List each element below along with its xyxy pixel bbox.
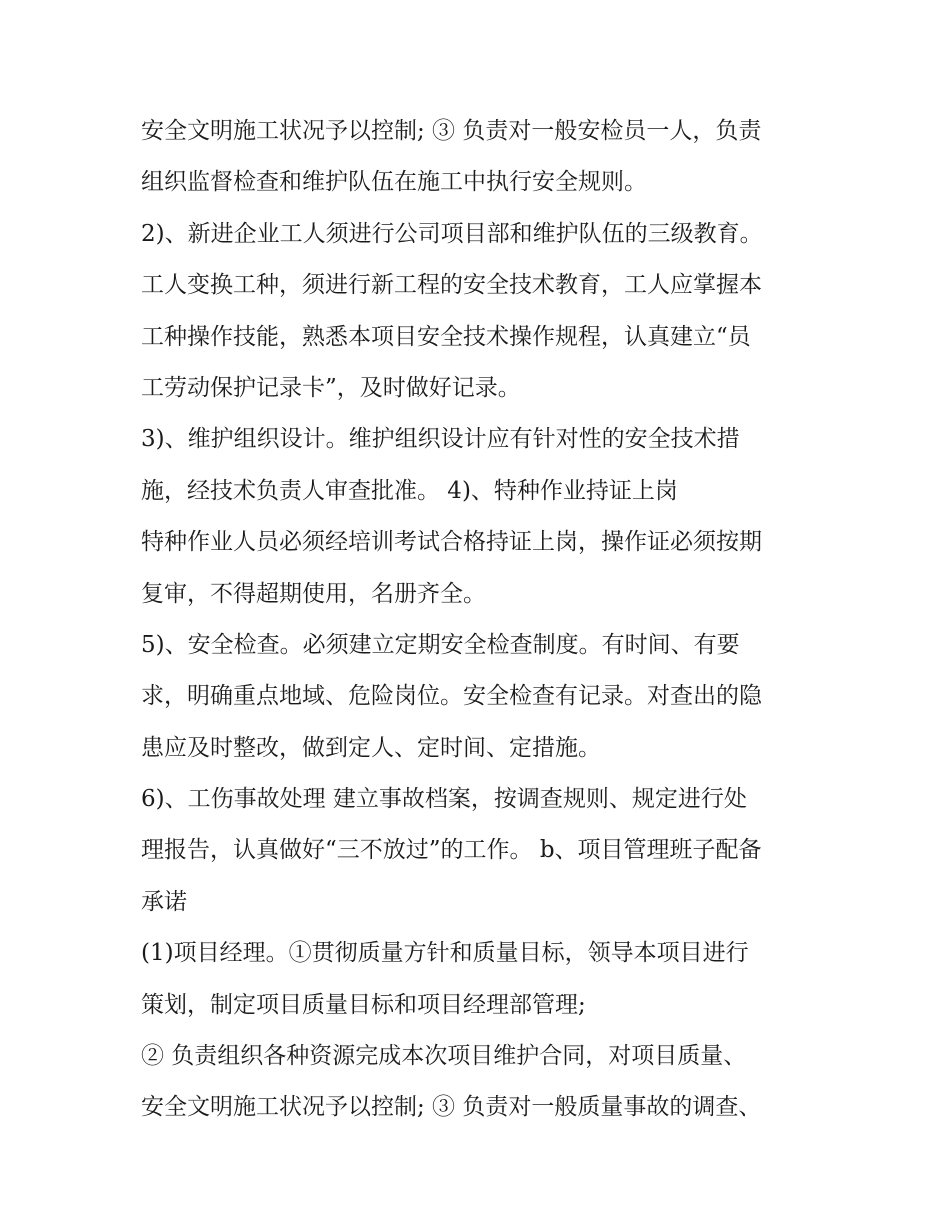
text-line: 特种作业人员必须经培训考试合格持证上岗，操作证必须按期 [141, 529, 762, 556]
text-line: 施，经技术负责人审查批准。 4)、特种作业持证上岗 [141, 477, 678, 504]
text-line: 2)、新进企业工人须进行公司项目部和维护队伍的三级教育。 [141, 220, 763, 247]
text-line: (1)项目经理。①贯彻质量方针和质量目标，领导本项目进行 [141, 940, 749, 967]
text-line: 患应及时整改，做到定人、定时间、定措施。 [141, 734, 601, 761]
text-line: 策划，制定项目质量目标和项目经理部管理; [141, 991, 586, 1018]
text-line: 安全文明施工状况予以控制; ③ 负责对一般质量事故的调查、 [141, 1094, 762, 1121]
text-line: 6)、工伤事故处理 建立事故档案，按调查规则、规定进行处 [141, 786, 747, 813]
text-line: 理报告，认真做好“三不放过”的工作。 b、项目管理班子配备 [141, 837, 762, 864]
text-line: 5)、安全检查。必须建立定期安全检查制度。有时间、有要 [141, 631, 740, 658]
text-line: 工劳动保护记录卡”，及时做好记录。 [141, 374, 521, 401]
text-line: 安全文明施工状况予以控制; ③ 负责对一般安检员一人，负责 [141, 118, 762, 144]
text-line: ② 负责组织各种资源完成本次项目维护合同，对项目质量、 [141, 1043, 747, 1070]
document-body [141, 106, 831, 1134]
text-line: 求，明确重点地域、危险岗位。安全检查有记录。对查出的隐 [141, 683, 762, 710]
text-line: 承诺 [141, 888, 187, 915]
text-line: 工人变换工种，须进行新工程的安全技术教育，工人应掌握本 [141, 272, 762, 299]
text-line: 复审，不得超期使用，名册齐全。 [141, 580, 486, 607]
text-line: 3)、维护组织设计。维护组织设计应有针对性的安全技术措 [141, 426, 740, 453]
text-line: 工种操作技能，熟悉本项目安全技术操作规程，认真建立“员 [141, 323, 751, 350]
text-line: 组织监督检查和维护队伍在施工中执行安全规则。 [141, 169, 647, 196]
